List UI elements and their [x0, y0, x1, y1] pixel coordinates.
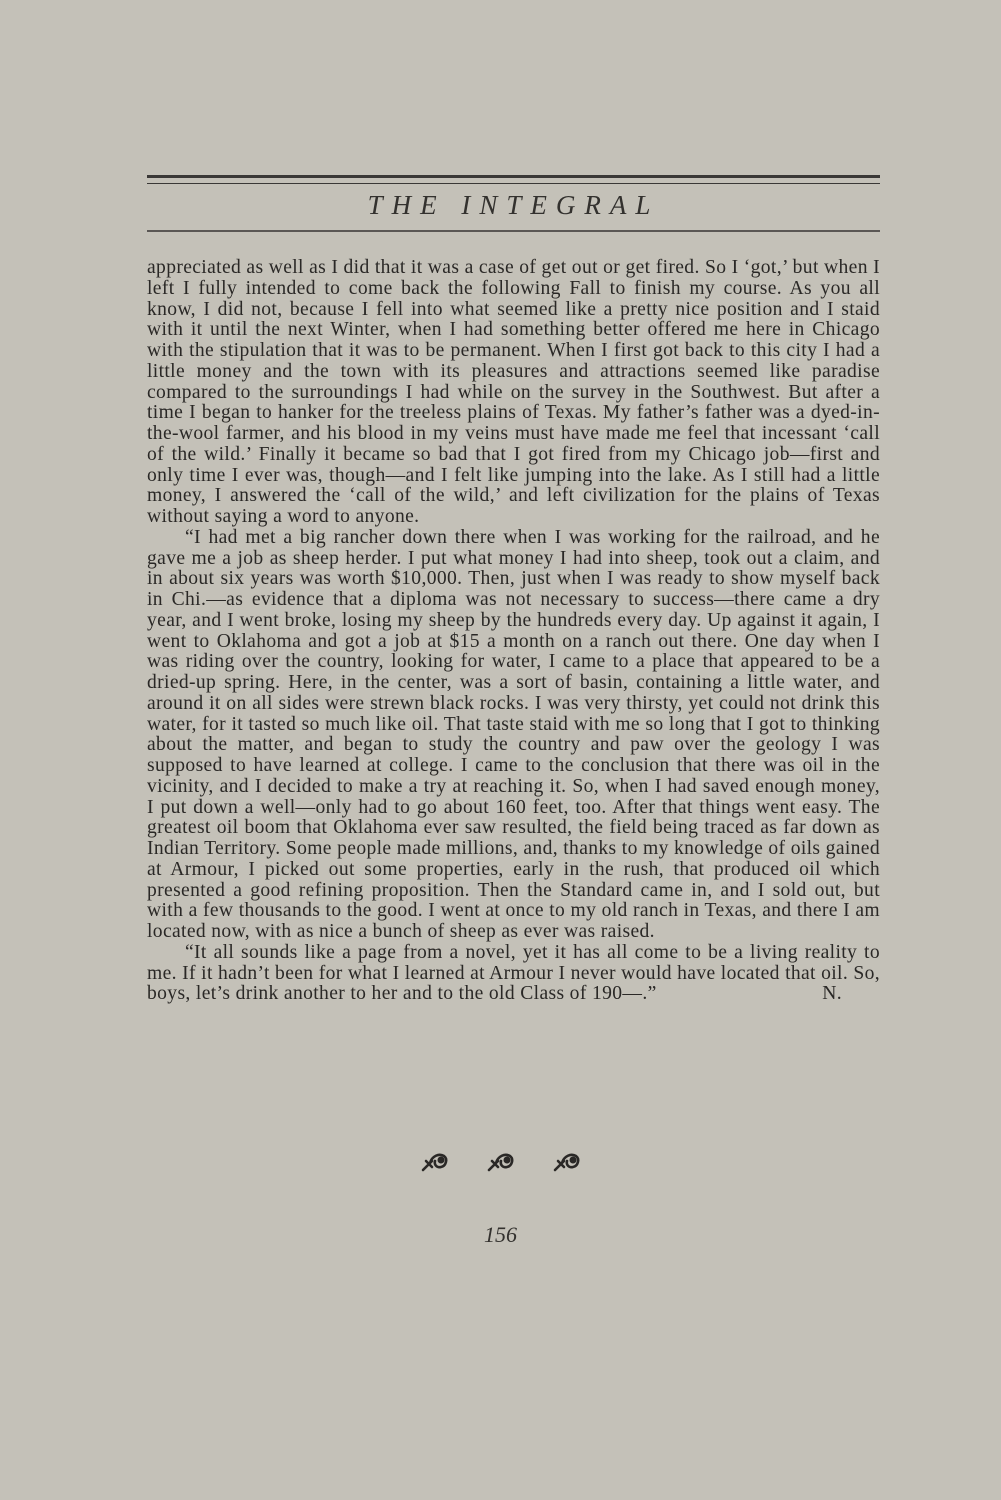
signature: N. [822, 983, 842, 1005]
fleuron-icon [552, 1150, 582, 1176]
paragraph: appreciated as well as I did that it was a case of get out or get fired. So I ‘got,’ but when I left I fully intended to come back the following Fall to finish my course. As you all know, I did not, because I fell into what seemed like a pretty nice position and I staid with it until the next Winter, when I had something better offered me here in Chicago with the stipulation that it was to be permanent. When I first got back to this city I had a little money and the town with its pleasures and attractions seemed like paradise compared to the surroundings I had while on the survey in the Southwest. But after a time I began to hanker for the treeless plains of Texas. My father’s father was a dyed-in-the-wool farmer, and his blood in my veins must have made me feel that incessant ‘call of the wild.’ Finally it became so bad that I got fired from my Chicago job—first and only time I ever was, though—and I felt like jumping into the lake. As I still had a little money, I answered the ‘call of the wild,’ and left civilization for the plains of Texas without saying a word to anyone. [147, 257, 880, 527]
running-head: THE INTEGRAL [367, 190, 660, 220]
header-rule-bottom [147, 230, 880, 232]
header-rule-thin [147, 183, 880, 184]
fleuron-icon [486, 1150, 516, 1176]
page-number: 156 [484, 1222, 517, 1247]
fleuron-icon [420, 1150, 450, 1176]
header-rule-thick [147, 175, 880, 178]
paragraph: “I had met a big rancher down there when I was working for the railroad, and he gave me a job as sheep herder. I put what money I had into sheep, took out a claim, and in about six years was worth $10,000. Then, just when I was ready to show myself back in Chi.—as evidence that a diploma was not necessary to success—there came a dry year, and I went broke, losing my sheep by the hundreds every day. Up against it again, I went to Oklahoma and got a job at $15 a month on a ranch out there. One day when I was riding over the country, looking for water, I came to a place that appeared to be a dried-up spring. Here, in the center, was a sort of basin, containing a little water, and around it on all sides were strewn black rocks. I was very thirsty, yet could not drink this water, for it tasted so much like oil. That taste staid with me so long that I got to thinking about the matter, and began to study the country and paw over the geology I was supposed to have learned at college. I came to the conclusion that there was oil in the vicinity, and I decided to make a try at reaching it. So, when I had saved enough money, I put down a well—only had to go about 160 feet, too. After that things went easy. The greatest oil boom that Oklahoma ever saw resulted, the field being traced as far down as Indian Territory. Some people made millions, and, thanks to my knowledge of oils gained at Armour, I picked out some properties, early in the rush, that produced oil which presented a good refining proposition. Then the Standard came in, and I sold out, but with a few thousands to the good. I went at once to my old ranch in Texas, and there I am located now, with as nice a bunch of sheep as ever was raised. [147, 526, 880, 942]
body-text [147, 258, 880, 1005]
ornament-row [0, 1150, 1001, 1176]
paragraph [147, 943, 880, 1005]
paragraph-text: “It all sounds like a page from a novel, yet it has all come to be a living reality to me. If it hadn’t been for what I learned at Armour I never would have located that oil. So, boys, let’s drink another to her and to the old Class of 190—.” [147, 941, 880, 1005]
